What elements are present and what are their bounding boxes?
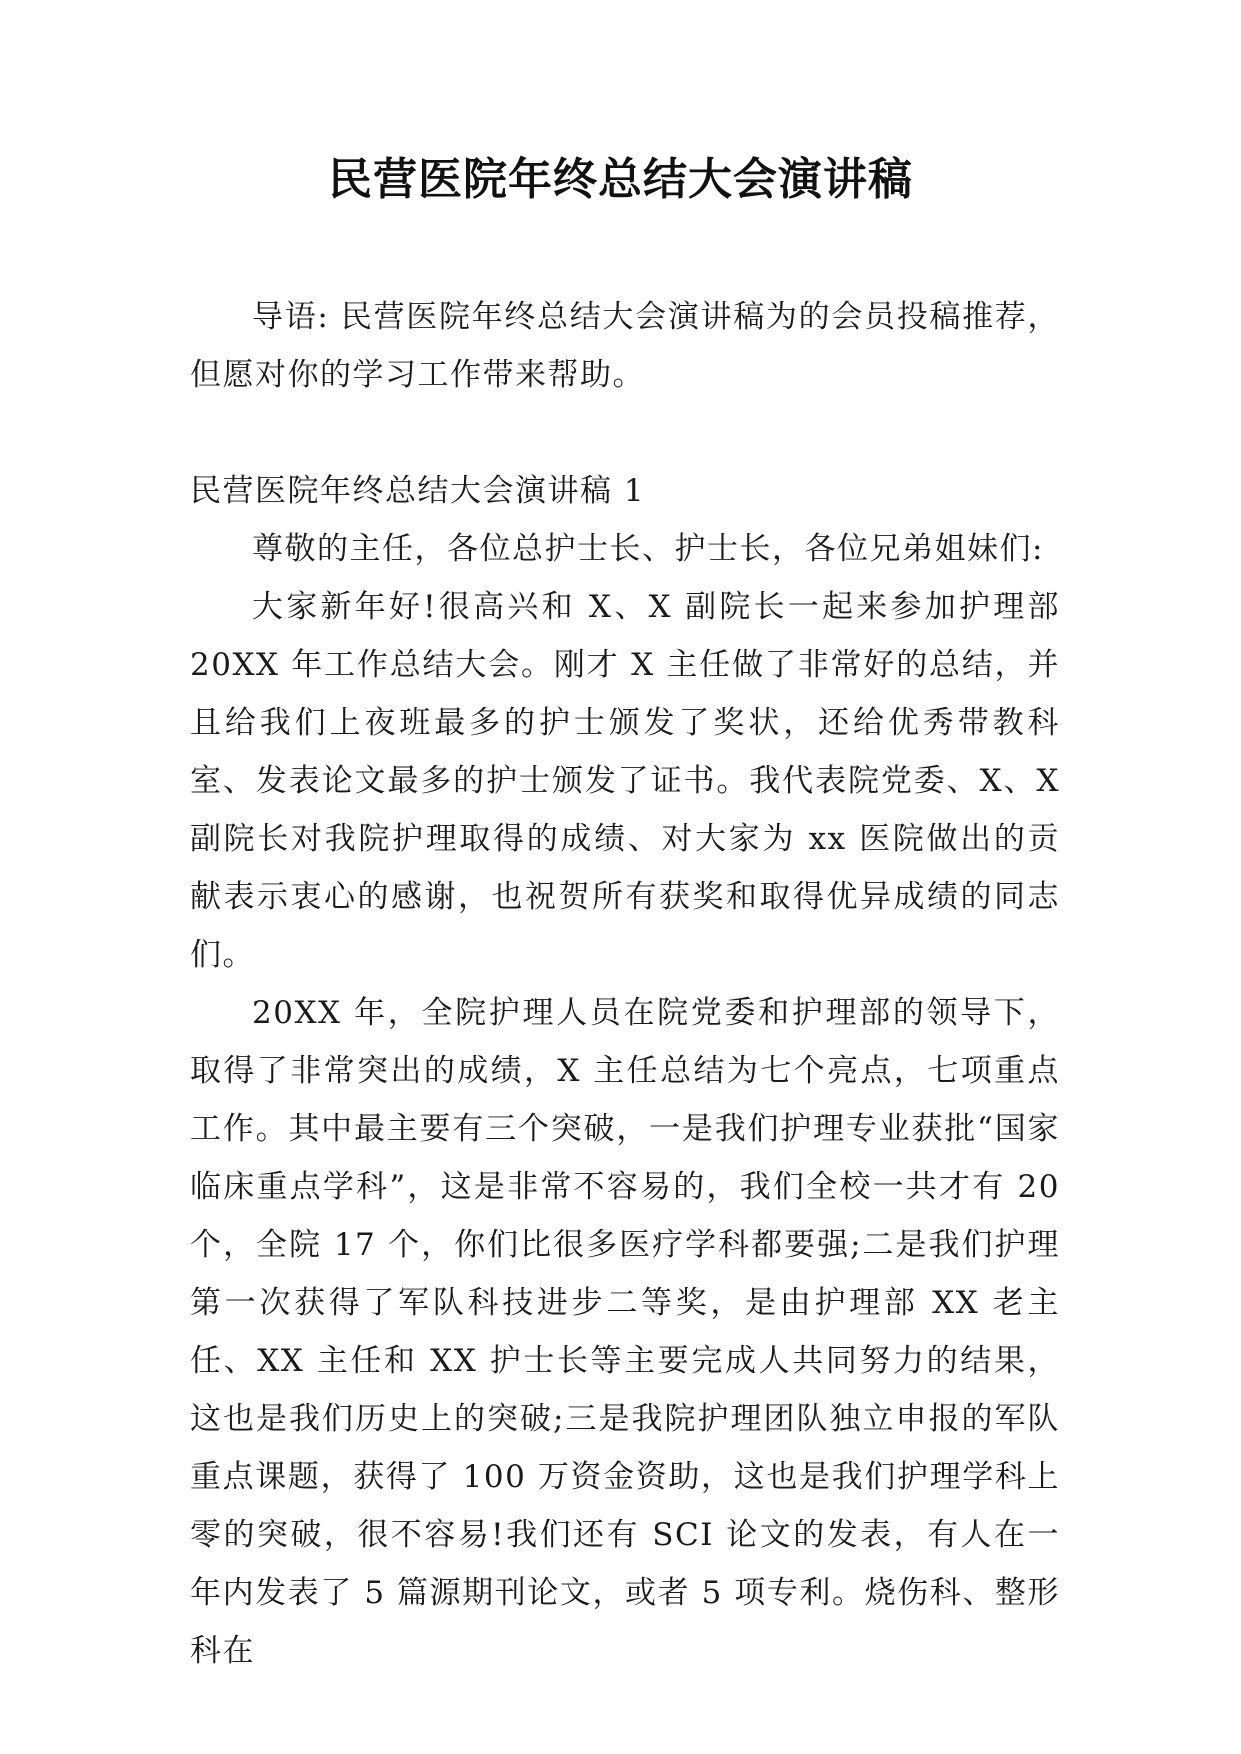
salutation: 尊敬的主任，各位总护士长、护士长，各位兄弟姐妹们:: [252, 531, 1044, 567]
body-paragraph: 大家新年好!很高兴和 X、X 副院长一起来参加护理部 20XX 年工作总结大会。刚才 X 主任做了非常好的总结，并且给我们上夜班最多的护士颁发了奖状，还给优秀带教科室、发表论文最多的护士颁发了证书。我代表院党委、X、X 副院长对我院护理取得的成绩、对大家为 xx 医院做出的贡献表示衷心的感谢，也祝贺所有获奖和取得优异成绩的同志们。: [190, 589, 1060, 973]
intro-paragraph: 导语: 民营医院年终总结大会演讲稿为的会员投稿推荐，但愿对你的学习工作带来帮助。: [190, 299, 1060, 393]
document-body: [190, 288, 1060, 1680]
document-title: 民营医院年终总结大会演讲稿: [328, 154, 913, 205]
section-heading: 民营医院年终总结大会演讲稿 1: [190, 473, 646, 509]
body-paragraph: 20XX 年，全院护理人员在院党委和护理部的领导下，取得了非常突出的成绩，X 主任总结为七个亮点，七项重点工作。其中最主要有三个突破，一是我们护理专业获批“国家临床重点学科”，这是非常不容易的，我们全校一共才有 20 个，全院 17 个，你们比很多医疗学科都要强;二是我们护理第一次获得了军队科技进步二等奖，是由护理部 XX 老主任、XX 主任和 XX 护士长等主要完成人共同努力的结果，这也是我们历史上的突破;三是我院护理团队独立申报的军队重点课题，获得了 100 万资金资助，这也是我们护理学科上零的突破，很不容易!我们还有 SCI 论文的发表，有人在一年内发表了 5 篇源期刊论文，或者 5 项专利。烧伤科、整形科在: [190, 995, 1060, 1669]
